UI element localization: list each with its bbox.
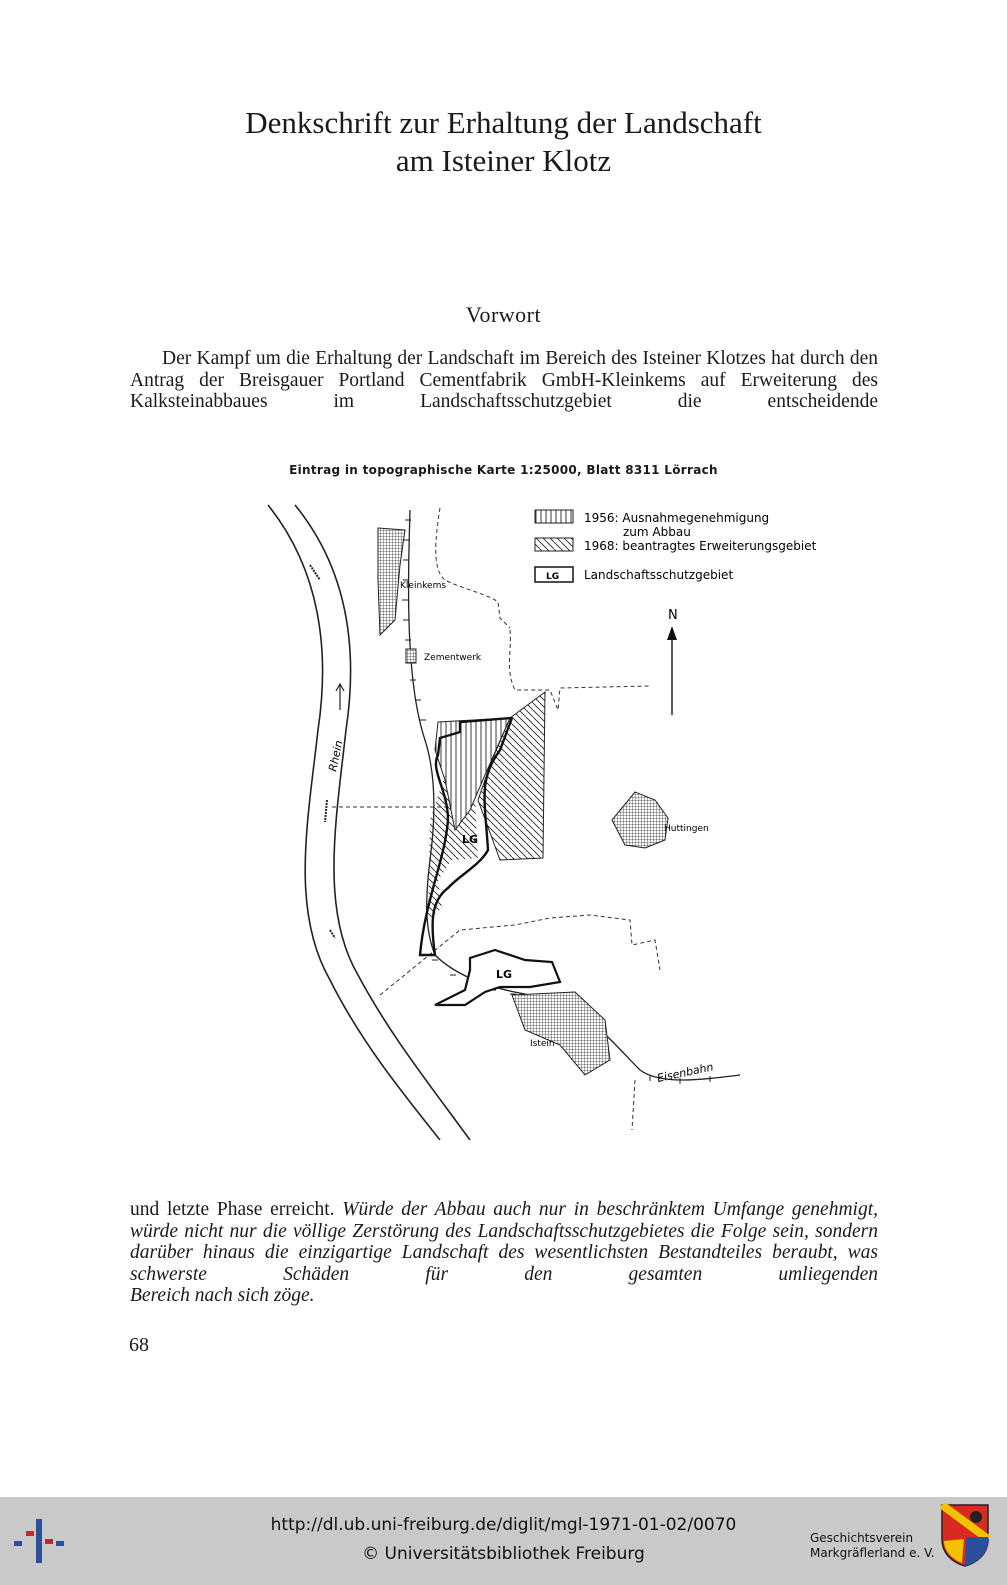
page-title-line2: am Isteiner Klotz [395, 143, 612, 178]
legend-lg-box: LG [546, 572, 560, 582]
footer-bar [0, 1497, 1007, 1585]
paragraph-continuation-start: und letzte Phase erreicht. [130, 1199, 335, 1220]
istein-area [512, 992, 610, 1075]
paragraph-last-line [130, 1285, 878, 1307]
map-label-zementwerk: Zementwerk [424, 653, 482, 663]
huttingen-area [612, 792, 668, 848]
legend-1968: 1968: beantragtes Erweiterungsgebiet [584, 539, 817, 553]
society-name [810, 1531, 935, 1561]
map-label-kleinkems: Kleinkems [400, 581, 447, 591]
page-title-line1: Denkschrift zur Erhaltung der Landschaft [245, 105, 762, 140]
map-caption: Eintrag in topographische Karte 1:25000, Blatt 8311 Lörrach [289, 463, 718, 477]
page-number: 68 [129, 1334, 149, 1356]
legend-1956-line2: zum Abbau [623, 525, 691, 539]
paragraph-intro: Der Kampf um die Erhaltung der Landschaft im Bereich des Isteiner Klotzes hat durch den Antrag der Breisgauer Portland Cementfabrik GmbH-Kleinkems auf Erweiterung des Kalksteinabbaues im Landschaftsschutzgebiet die entscheidende [130, 348, 878, 412]
coat-of-arms-icon [940, 1503, 990, 1567]
north-label: N [668, 608, 678, 623]
map-label-eisenbahn: Eisenbahn [655, 1060, 715, 1085]
map-label-istein: Istein [530, 1039, 555, 1049]
paragraph-continuation [130, 1199, 878, 1285]
society-name-line2: Markgräflerland e. V. [810, 1546, 935, 1560]
legend-1956-line1: 1956: Ausnahmegenehmigung [584, 511, 770, 525]
section-heading: Vorwort [465, 302, 542, 327]
river-bank-west [268, 505, 440, 1140]
legend-lg: Landschaftsschutzgebiet [584, 568, 734, 582]
paragraph-continuation-italic-last: Bereich nach sich zöge. [130, 1285, 315, 1306]
footer-copyright: © Universitätsbibliothek Freiburg [362, 1544, 645, 1564]
paragraph-continuation-italic: Würde der Abbau auch nur in beschränktem Umfange genehmigt, würde nicht nur die völlige Zerstörung des Landschaftsschutzgebietes die Folge sein, sondern darüber hinaus die einzigartige Landschaft des wesentlichsten Bestandteiles beraubt, was schwerste Schäden für den gesamten umliegenden [130, 1199, 878, 1285]
map-label-huttingen: Huttingen [664, 824, 709, 834]
map-label-lg1: LG [462, 833, 479, 846]
map-label-rhein: Rhein [326, 739, 346, 773]
footer-url[interactable]: http://dl.ub.uni-freiburg.de/diglit/mgl-1971-01-02/0070 [270, 1515, 737, 1535]
society-name-line1: Geschichtsverein [810, 1531, 914, 1545]
topographic-map [260, 500, 870, 1140]
map-label-lg2: LG [496, 968, 513, 981]
